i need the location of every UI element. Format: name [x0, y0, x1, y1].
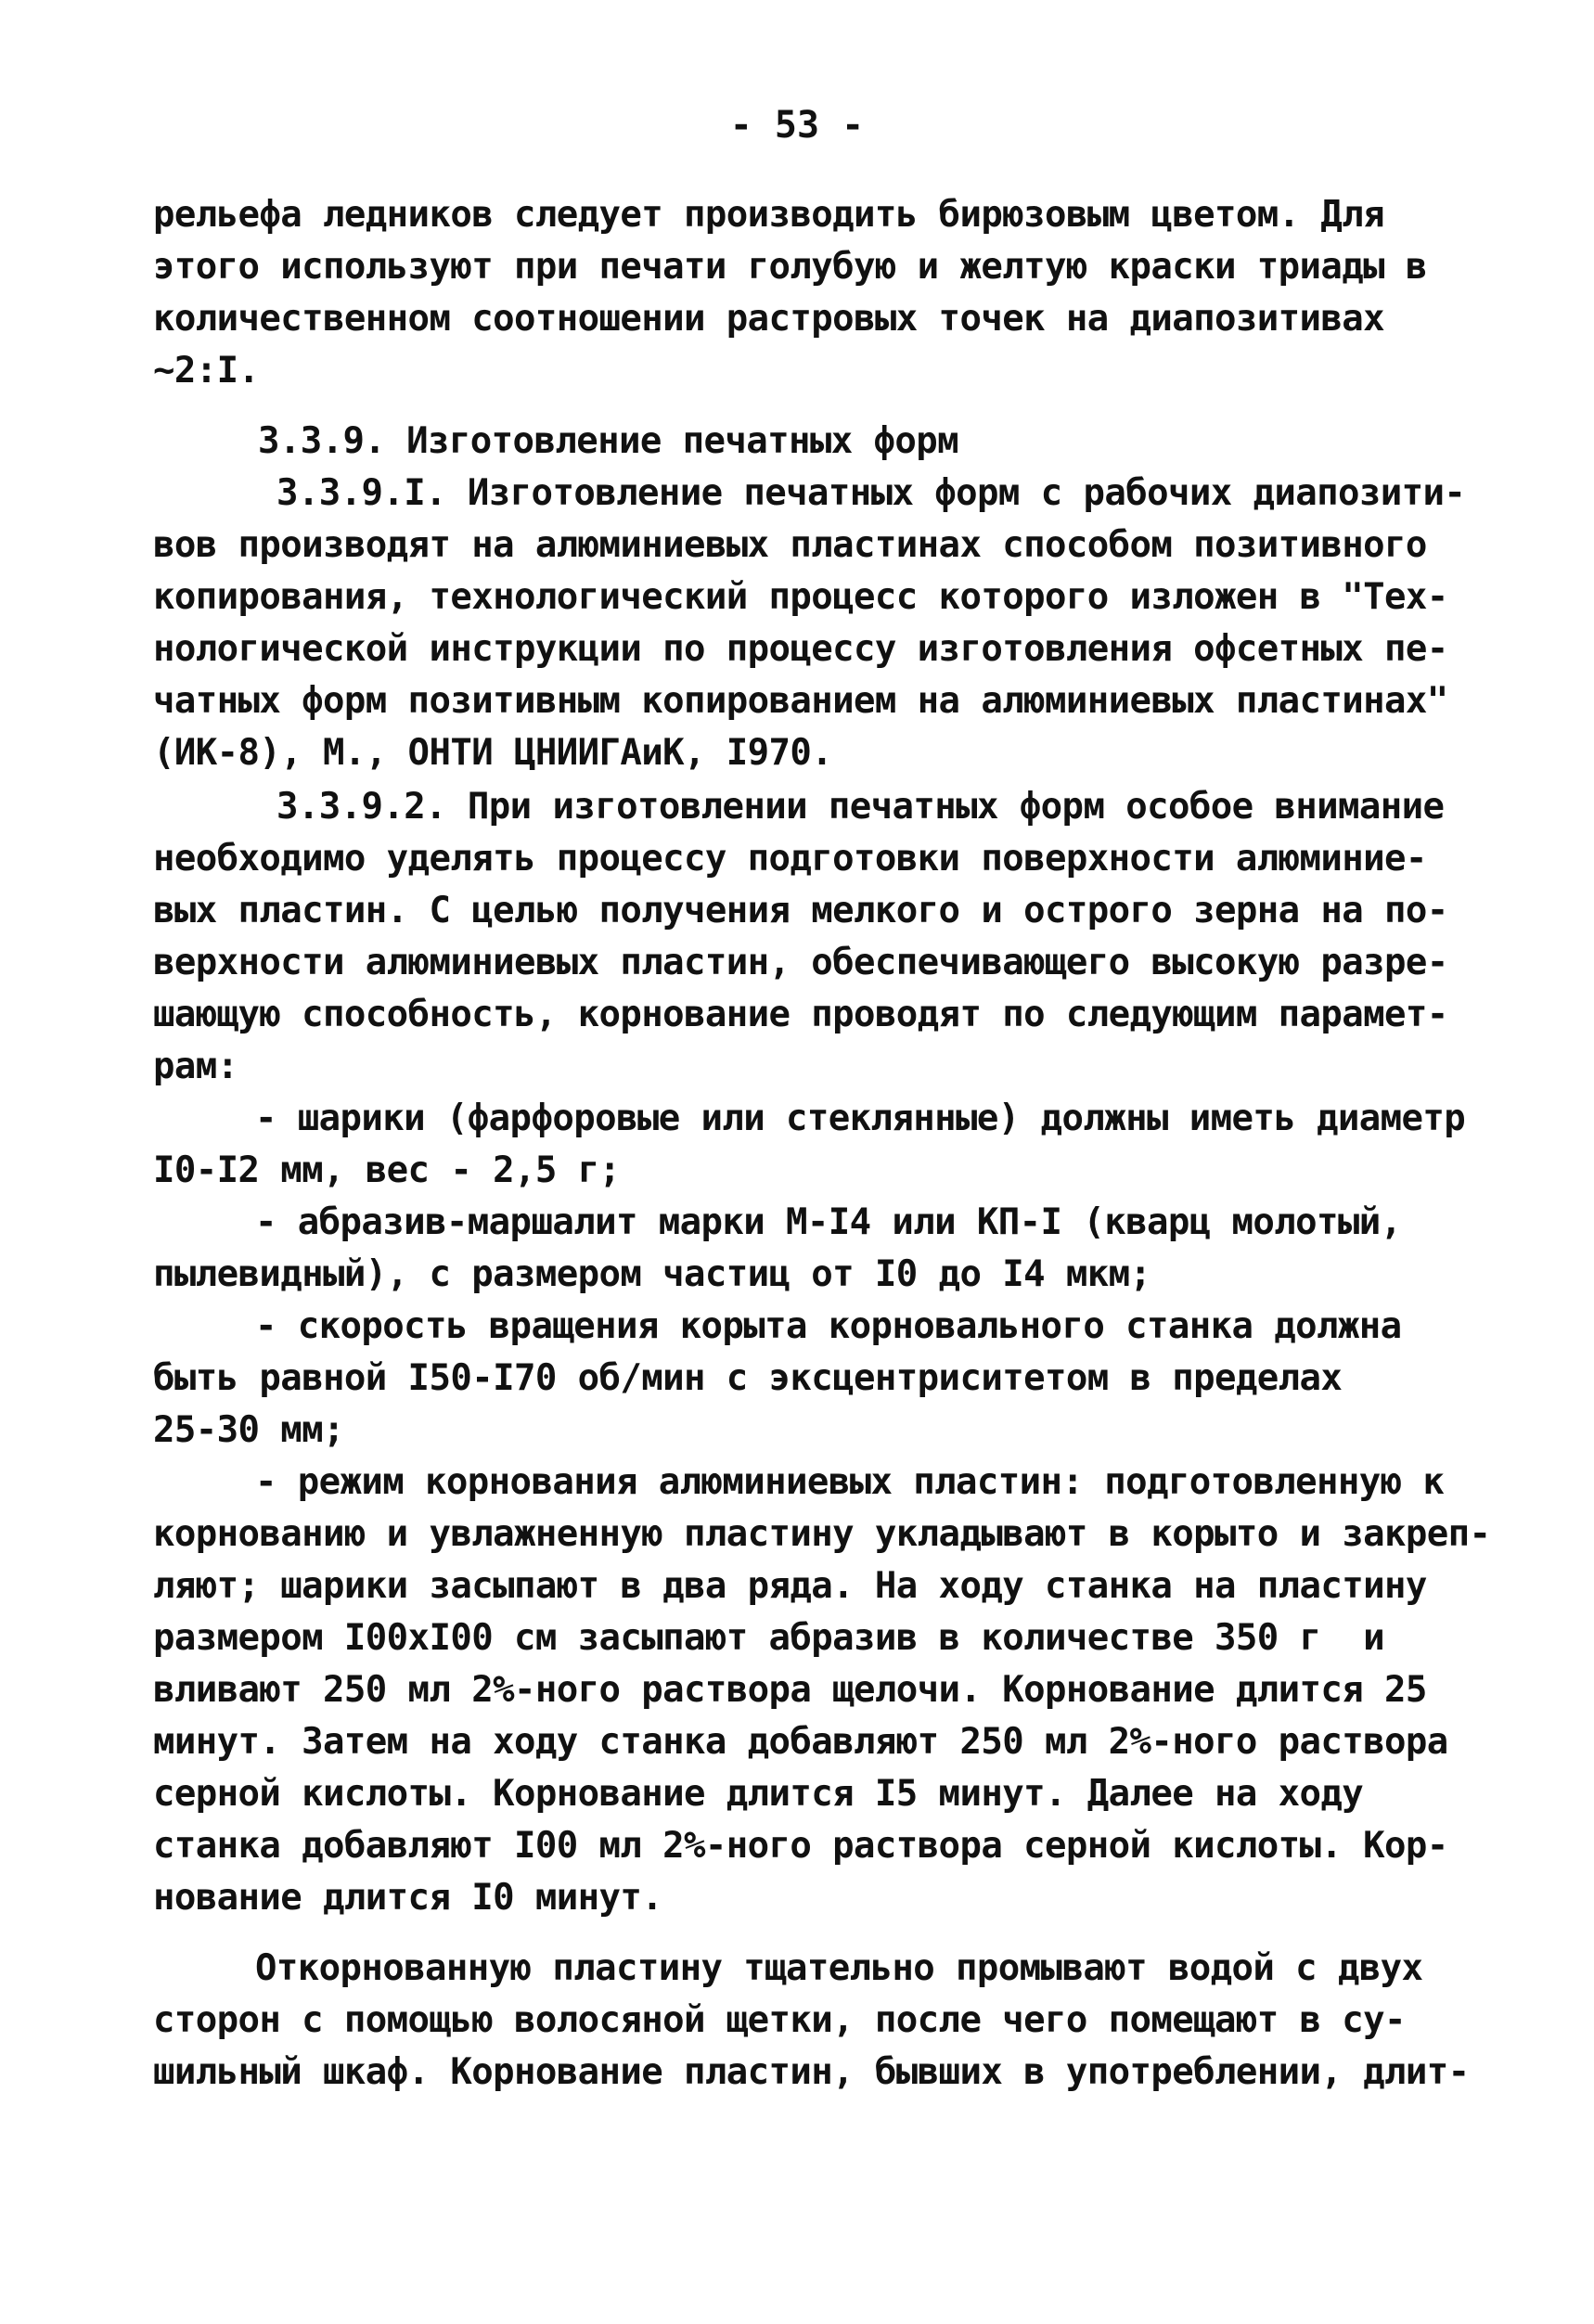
text-line: нологической инструкции по процессу изготовления офсетных пе- [153, 628, 1448, 670]
text-line: станка добавляют I00 мл 2%-ного раствора серной кислоты. Кор- [153, 1825, 1448, 1867]
section-heading: 3.3.9. Изготовление печатных форм [258, 420, 959, 462]
text-line: вых пластин. С целью получения мелкого и острого зерна на по- [153, 890, 1448, 931]
text-line: сторон с помощью волосяной щетки, после чего помещают в су- [153, 1999, 1406, 2041]
page-number: - 53 - [729, 104, 865, 147]
text-line: минут. Затем на ходу станка добавляют 250 мл 2%-ного раствора [153, 1721, 1448, 1763]
text-line: верхности алюминиевых пластин, обеспечивающего высокую разре- [153, 942, 1448, 983]
text-line: копирования, технологический процесс которого изложен в "Тех- [153, 576, 1448, 618]
text-line: рам: [153, 1046, 238, 1087]
text-line: количественном соотношении растровых точек на диапозитивах [153, 298, 1385, 340]
text-line: шающую способность, корнование проводят по следующим парамет- [153, 994, 1448, 1035]
text-line: необходимо уделять процессу подготовки поверхности алюминие- [153, 838, 1427, 880]
text-line: I0-I2 мм, вес - 2,5 г; [153, 1149, 621, 1191]
text-line: корнованию и увлажненную пластину укладывают в корыто и закреп- [153, 1513, 1491, 1555]
list-item-text: - абразив-маршалит марки М-I4 или КП-I (кварц молотый, [255, 1201, 1402, 1243]
text-line: шильный шкаф. Корнование пластин, бывших в употреблении, длит- [153, 2051, 1470, 2093]
text-line: пылевидный), с размером частиц от I0 до I4 мкм; [153, 1253, 1151, 1295]
text-line: вов производят на алюминиевых пластинах способом позитивного [153, 524, 1427, 566]
text-line: быть равной I50-I70 об/мин с эксцентриситетом в пределах [153, 1357, 1343, 1399]
text-line: 25-30 мм; [153, 1409, 344, 1451]
text-line: 3.3.9.2. При изготовлении печатных форм особое внимание [276, 786, 1445, 828]
text-line: чатных форм позитивным копированием на алюминиевых пластинах" [153, 680, 1448, 722]
text-line: размером I00xI00 см засыпают абразив в количестве 350 г и [153, 1617, 1385, 1659]
text-line: нование длится I0 минут. [153, 1877, 663, 1919]
list-item-text: - шарики (фарфоровые или стеклянные) должны иметь диаметр [255, 1098, 1466, 1139]
text-line: Откорнованную пластину тщательно промывают водой с двух [255, 1947, 1423, 1989]
text-line: ляют; шарики засыпают в два ряда. На ходу станка на пластину [153, 1565, 1427, 1607]
text-line: серной кислоты. Корнование длится I5 минут. Далее на ходу [153, 1773, 1364, 1815]
text-line: рельефа ледников следует производить бирюзовым цветом. Для [153, 194, 1385, 236]
text-line: ~2:I. [153, 350, 260, 392]
list-item-text: - скорость вращения корыта корновального станка должна [255, 1305, 1402, 1347]
text-line: 3.3.9.I. Изготовление печатных форм с рабочих диапозити- [276, 472, 1466, 514]
text-line: (ИК-8), М., ОНТИ ЦНИИГАиК, I970. [153, 732, 833, 774]
text-line: вливают 250 мл 2%-ного раствора щелочи. Корнование длится 25 [153, 1669, 1427, 1711]
list-item-text: - режим корнования алюминиевых пластин: подготовленную к [255, 1461, 1445, 1503]
text-line: этого используют при печати голубую и желтую краски триады в [153, 246, 1427, 288]
